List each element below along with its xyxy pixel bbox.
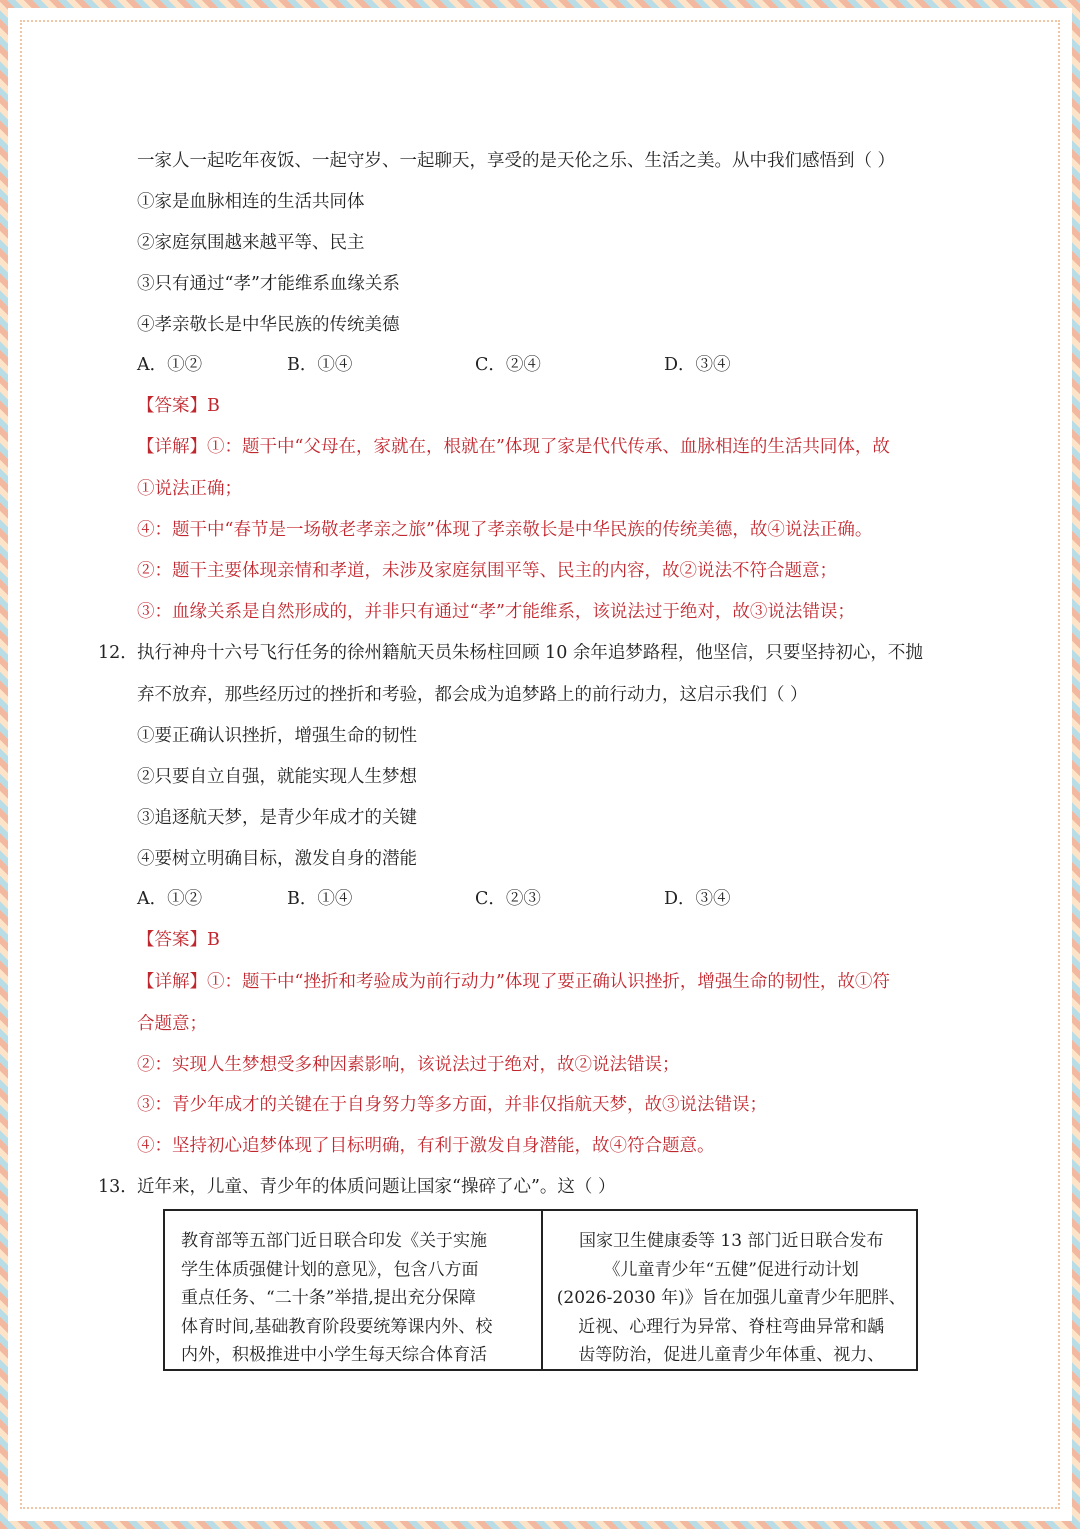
q11-item-3: ③只有通过“孝”才能维系血缘关系 <box>137 274 400 294</box>
q11-option-a: A．①② <box>137 355 203 375</box>
q12-number: 12． <box>98 643 138 663</box>
q12-answer: 【答案】B <box>137 930 220 950</box>
q12-explain-3: ②：实现人生梦想受多种因素影响，该说法过于绝对，故②说法错误； <box>137 1055 680 1075</box>
q11-stem: 一家人一起吃年夜饭、一起守岁、一起聊天，享受的是天伦之乐、生活之美。从中我们感悟到（ ） <box>137 151 896 171</box>
q13-material-right <box>541 1211 917 1369</box>
q12-item-3: ③追逐航天梦，是青少年成才的关键 <box>137 808 417 828</box>
q12-option-b: B．①④ <box>287 889 353 909</box>
q13-left-line-4: 体育时间,基础教育阶段要统筹课内外、校 <box>181 1316 493 1337</box>
q12-item-1: ①要正确认识挫折，增强生命的韧性 <box>137 726 417 746</box>
q13-left-line-3: 重点任务、“二十条”举措,提出充分保障 <box>181 1288 476 1308</box>
q13-right-line-4: 近视、心理行为异常、脊柱弯曲异常和龋 <box>578 1316 885 1337</box>
q13-stem: 近年来，儿童、青少年的体质问题让国家“操碎了心”。这（ ） <box>137 1177 616 1197</box>
q12-stem-2: 弃不放弃，那些经历过的挫折和考验，都会成为追梦路上的前行动力，这启示我们（ ） <box>137 685 808 705</box>
q11-option-d: D．③④ <box>664 355 731 375</box>
q13-material-table <box>163 1209 918 1371</box>
q11-item-4: ④孝亲敬长是中华民族的传统美德 <box>137 315 400 335</box>
q12-option-c: C．②③ <box>475 889 541 909</box>
q11-explain-3: ④：题干中“春节是一场敬老孝亲之旅”体现了孝亲敬长是中华民族的传统美德，故④说法正确。 <box>137 520 873 540</box>
q12-explain-2: 合题意； <box>137 1014 207 1034</box>
q11-explain-2: ①说法正确； <box>137 479 242 499</box>
q11-option-c: C．②④ <box>475 355 541 375</box>
q12-option-a: A．①② <box>137 889 203 909</box>
q12-explain-5: ④：坚持初心追梦体现了目标明确，有利于激发自身潜能，故④符合题意。 <box>137 1136 715 1156</box>
q13-right-line-2: 《儿童青少年“五健”促进行动计划 <box>603 1259 859 1280</box>
q12-stem-1: 执行神舟十六号飞行任务的徐州籍航天员朱杨柱回顾 10 余年追梦路程，他坚信，只要坚持初心，不抛 <box>137 643 923 663</box>
q11-explain-1: 【详解】①：题干中“父母在，家就在，根就在”体现了家是代代传承、血脉相连的生活共同体，故 <box>137 437 890 457</box>
q13-material-left <box>165 1211 541 1369</box>
q13-number: 13． <box>98 1177 138 1197</box>
q12-item-2: ②只要自立自强，就能实现人生梦想 <box>137 767 417 787</box>
q11-item-2: ②家庭氛围越来越平等、民主 <box>137 233 365 253</box>
q12-option-d: D．③④ <box>664 889 731 909</box>
q13-left-line-2: 学生体质强健计划的意见》，包含八方面 <box>181 1259 479 1280</box>
q12-explain-4: ③：青少年成才的关键在于自身努力等多方面，并非仅指航天梦，故③说法错误； <box>137 1095 767 1115</box>
q13-right-line-5: 齿等防治，促进儿童青少年体重、视力、 <box>578 1345 885 1365</box>
q11-item-1: ①家是血脉相连的生活共同体 <box>137 192 365 212</box>
q11-explain-4: ②：题干主要体现亲情和孝道，未涉及家庭氛围平等、民主的内容，故②说法不符合题意； <box>137 561 837 581</box>
q11-answer: 【答案】B <box>137 396 220 416</box>
q13-right-line-1: 国家卫生健康委等 13 部门近日联合发布 <box>579 1231 884 1251</box>
q11-explain-5: ③：血缘关系是自然形成的，并非只有通过“孝”才能维系，该说法过于绝对，故③说法错误； <box>137 602 855 622</box>
q13-right-line-3: (2026-2030 年)》旨在加强儿童青少年肥胖、 <box>556 1288 906 1308</box>
q12-item-4: ④要树立明确目标，激发自身的潜能 <box>137 849 417 869</box>
q11-option-b: B．①④ <box>287 355 353 375</box>
q12-explain-1: 【详解】①：题干中“挫折和考验成为前行动力”体现了要正确认识挫折，增强生命的韧性，故①符 <box>137 972 890 992</box>
q13-left-line-1: 教育部等五部门近日联合印发《关于实施 <box>181 1231 487 1251</box>
q13-left-line-5: 内外，积极推进中小学生每天综合体育活 <box>181 1345 487 1365</box>
